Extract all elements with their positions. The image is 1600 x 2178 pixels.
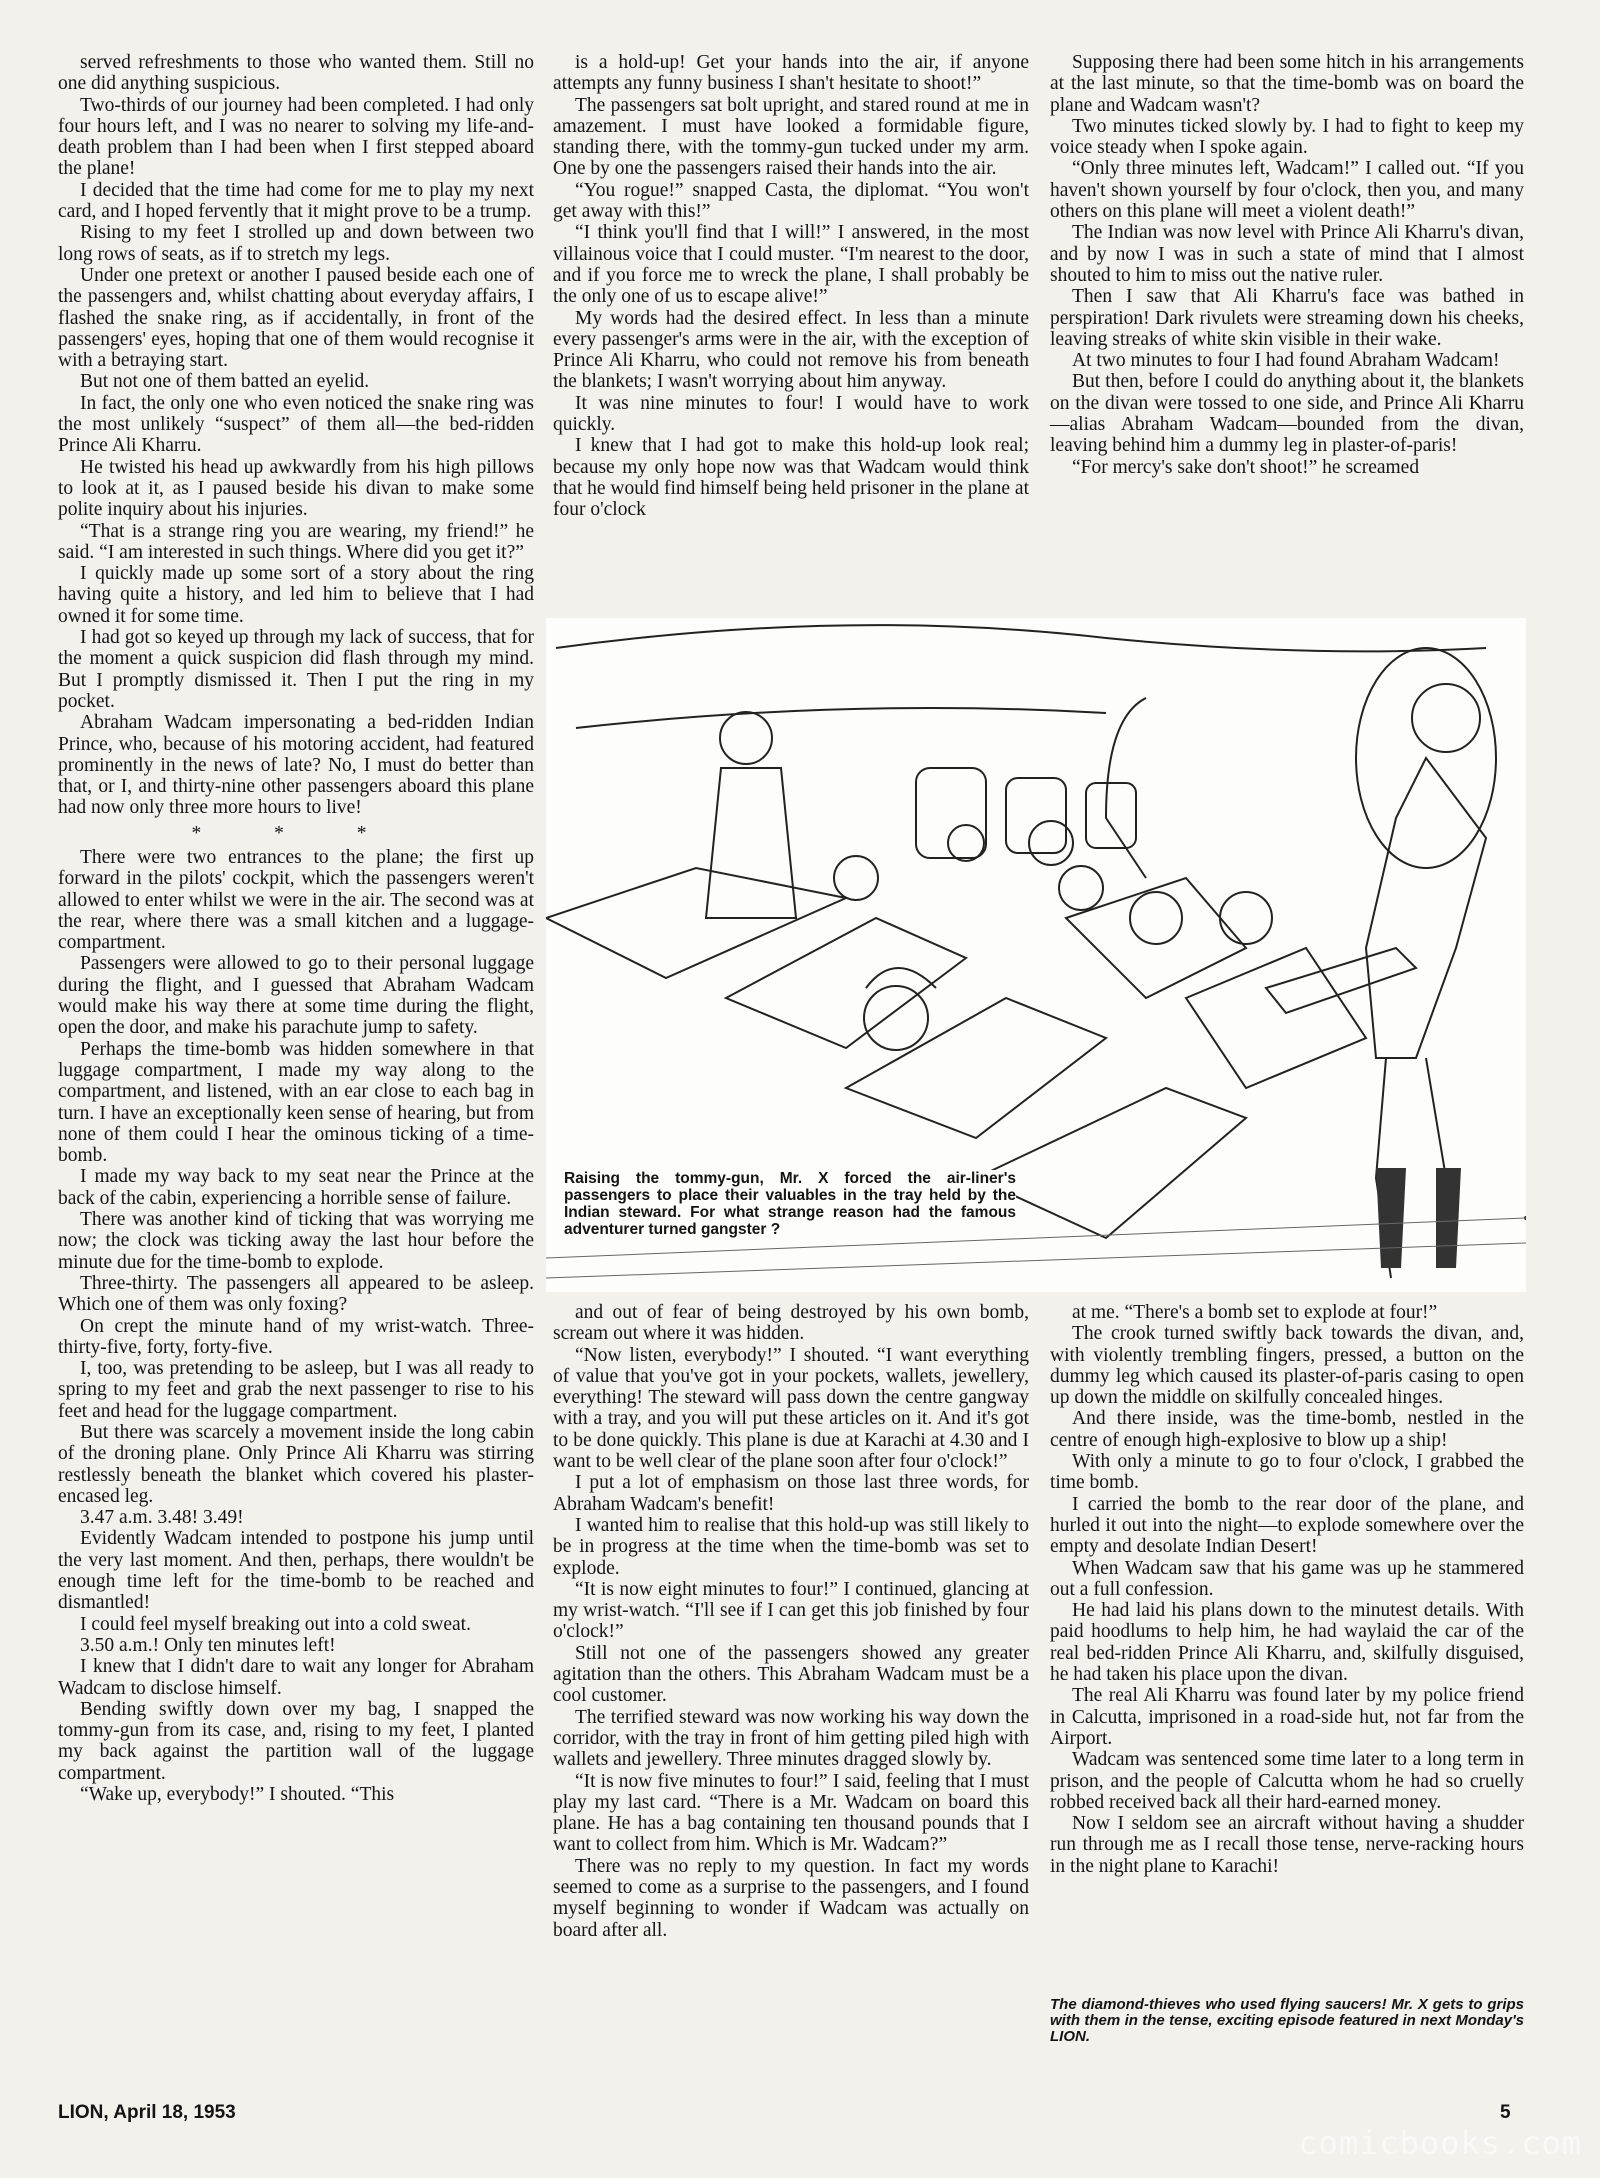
paragraph: and out of fear of being destroyed by his own bomb, scream out where it was hidden. [553,1302,1029,1345]
paragraph: I quickly made up some sort of a story about the ring having quite a history, and led him to believe that I had owned it for some time. [58,563,534,627]
paragraph: Bending swiftly down over my bag, I snapped the tommy-gun from its case, and, rising to my feet, I planted my back against the partition wall of the luggage compartment. [58,1698,534,1784]
paragraph: The crook turned swiftly back towards the divan, and, with violently trembling fingers, pressed, a button on the dummy leg which caused its plaster-of-paris casing to open up down the middle on skilfully concealed hinges. [1050,1323,1524,1409]
paragraph: There was another kind of ticking that was worrying me now; the clock was ticking away the last hour before the minute due for the time-bomb to explode. [58,1209,534,1273]
paragraph: The passengers sat bolt upright, and stared round at me in amazement. I must have looked a formidable figure, standing there, with the tommy-gun tucked under my arm. One by one the passengers raised their hands into the air. [553,94,1029,180]
illustration-caption: Raising the tommy-gun, Mr. X forced the air-liner's passengers to place their valuables in the tray held by the Indian steward. For what strange reason had the famous adventurer turned gangster ? [564,1170,1016,1238]
page-number: 5 [1500,2102,1511,2123]
paragraph: “Only three minutes left, Wadcam!” I called out. “If you haven't shown yourself by four o'clock, then you, and many others on this plane will meet a violent death!” [1050,158,1524,223]
paragraph: With only a minute to go to four o'clock, I grabbed the time bomb. [1050,1451,1524,1494]
paragraph: Then I saw that Ali Kharru's face was bathed in perspiration! Dark rivulets were streaming down his cheeks, leaving streaks of white skin visible in their wake. [1050,286,1524,350]
paragraph: Evidently Wadcam intended to postpone his jump until the very last moment. And then, perhaps, there wouldn't be enough time left for the time-bomb to be reached and dismantled! [58,1528,534,1614]
paragraph: It was nine minutes to four! I would have to work quickly. [553,392,1029,436]
paragraph: Two minutes ticked slowly by. I had to fight to keep my voice steady when I spoke again. [1050,115,1524,159]
paragraph: I wanted him to realise that this hold-up was still likely to be in progress at the time when the time-bomb was set to explode. [553,1514,1029,1579]
paragraph: “That is a strange ring you are wearing, my friend!” he said. “I am interested in such things. Where did you get it?” [58,520,534,563]
paragraph: But not one of them batted an eyelid. [80,371,370,393]
paragraph: The terrified steward was now working his way down the corridor, with the tray in front of him getting piled high with wallets and jewellery. Three minutes dragged slowly by. [553,1706,1029,1771]
paragraph: “Wake up, everybody!” I shouted. “This [80,1784,395,1806]
paragraph: “For mercy's sake don't shoot!” he screamed [1072,456,1420,478]
column-2-top [553,52,1029,521]
paragraph: is a hold-up! Get your hands into the air, if anyone attempts any funny business I shan't hesitate to shoot!” [553,52,1029,95]
paragraph: I carried the bomb to the rear door of the plane, and hurled it out into the night—to explode somewhere over the empty and desolate Indian Desert! [1050,1493,1524,1558]
paragraph: My words had the desired effect. In less than a minute every passenger's arms were in the air, with the exception of Prince Ali Kharru, who could not remove his from beneath the blankets; I wasn't worrying about him anyway. [553,307,1029,393]
paragraph: Two-thirds of our journey had been completed. I had only four hours left, and I was no nearer to solving my life-and-death problem than I had been when I first stepped aboard the plane! [58,94,534,180]
paragraph: On crept the minute hand of my wrist-watch. Three-thirty-five, forty, forty-five. [58,1315,534,1358]
paragraph: Supposing there had been some hitch in his arrangements at the last minute, so that the time-bomb was on board the plane and Wadcam wasn't? [1050,52,1524,116]
paragraph: Still not one of the passengers showed any greater agitation than the others. This Abraham Wadcam must be a cool customer. [553,1642,1029,1707]
watermark: comicbooks.com [1298,2124,1582,2162]
paragraph: 3.47 a.m. 3.48! 3.49! [80,1507,244,1529]
issue-footer: LION, April 18, 1953 [58,2102,236,2123]
paragraph: Rising to my feet I strolled up and down between two long rows of seats, as if to stretch my legs. [58,222,534,265]
paragraph: “Now listen, everybody!” I shouted. “I want everything of value that you've got in your pockets, wallets, jewellery, everything! The steward will pass down the centre gangway with a tray, and you will put these articles on it. And it's got to be done quickly. This plane is due at Karachi at 4.30 and I want to be well clear of the plane soon after four o'clock!” [553,1344,1029,1473]
paragraph: 3.50 a.m.! Only ten minutes left! [80,1634,336,1656]
column-2-bottom [553,1302,1029,1941]
paragraph: The real Ali Kharru was found later by my police friend in Calcutta, imprisoned in a road-side hut, not far from the Airport. [1050,1685,1524,1749]
paragraph: “You rogue!” snapped Casta, the diplomat. “You won't get away with this!” [553,179,1029,223]
paragraph: Under one pretext or another I paused beside each one of the passengers and, whilst chatting about everyday affairs, I flashed the snake ring, as if accidentally, in front of the passengers' eyes, hoping that one of them would recognise it with a betraying start. [58,264,534,372]
paragraph: Perhaps the time-bomb was hidden somewhere in that luggage compartment, I made my way along to the compartment, and listened, with an ear close to each bag in turn. I have an exceptionally keen sense of hearing, but from none of them could I hear the ominous ticking of a time-bomb. [58,1038,534,1167]
paragraph: There were two entrances to the plane; the first up forward in the pilots' cockpit, which the passengers weren't allowed to enter whilst we were in the air. The second was at the rear, where there was a small kitchen and a luggage-compartment. [58,846,534,954]
paragraph: I knew that I had got to make this hold-up look real; because my only hope now was that Wadcam would think that he would find himself being held prisoner in the plane at four o'clock [553,435,1030,521]
paragraph: * * * [191,822,401,844]
paragraph: At two minutes to four I had found Abraham Wadcam! [1072,350,1500,372]
paragraph: Passengers were allowed to go to their personal luggage during the flight, and I guessed that Abraham Wadcam would make his way there at some time during the flight, open the door, and make his parachute jump to safety. [58,953,534,1039]
paragraph: And there inside, was the time-bomb, nestled in the centre of enough high-explosive to blow up a ship! [1050,1408,1524,1451]
paragraph: He twisted his head up awkwardly from his high pillows to look at it, as I paused beside his divan to make some polite inquiry about his injuries. [58,456,534,521]
paragraph: Abraham Wadcam impersonating a bed-ridden Indian Prince, who, because of his motoring accident, had featured prominently in the news of late? No, I must do better than that, or I, and thirty-nine other passengers aboard this plane had now only three more hours to live! [58,712,534,819]
paragraph: Three-thirty. The passengers all appeared to be asleep. Which one of them was only foxing? [58,1272,534,1316]
paragraph: But then, before I could do anything about it, the blankets on the divan were tossed to one side, and Prince Ali Kharru—alias Abraham Wadcam—bounded from the divan, leaving behind him a dummy leg in plaster-of-paris! [1050,371,1524,457]
paragraph: But there was scarcely a movement inside the long cabin of the droning plane. Only Prince Ali Kharru was stirring restlessly beneath the blanket which covered his plaster-encased leg. [58,1422,534,1507]
paragraph: I knew that I didn't dare to wait any longer for Abraham Wadcam to disclose himself. [58,1656,534,1699]
paragraph: Now I seldom see an aircraft without having a shudder run through me as I recall those tense, nerve-racking hours in the night plane to Karachi! [1050,1813,1524,1877]
paragraph: served refreshments to those who wanted them. Still no one did anything suspicious. [58,52,534,95]
paragraph: I had got so keyed up through my lack of success, that for the moment a quick suspicion did flash through my mind. But I promptly dismissed it. Then I put the ring in my pocket. [58,627,534,712]
paragraph: “It is now five minutes to four!” I said, feeling that I must play my last card. “There is a Mr. Wadcam on board this plane. He has a bag containing ten thousand pounds that I want to collect from him. Which is Mr. Wadcam?” [553,1770,1029,1856]
paragraph: I could feel myself breaking out into a cold sweat. [80,1613,471,1635]
paragraph: Wadcam was sentenced some time later to a long term in prison, and the people of Calcutta whom he had so cruelly robbed received back all their hard-earned money. [1050,1749,1524,1813]
paragraph: In fact, the only one who even noticed the snake ring was the most unlikely “suspect” of them all—the bed-ridden Prince Ali Kharru. [58,392,534,457]
paragraph: at me. “There's a bomb set to explode at four!” [1072,1302,1438,1323]
paragraph: I made my way back to my seat near the Prince at the back of the cabin, experiencing a horrible sense of failure. [58,1166,534,1209]
column-3-top [1050,52,1524,478]
column-1 [58,52,534,1805]
column-3-bottom [1050,1302,1524,1877]
paragraph: I decided that the time had come for me to play my next card, and I hoped fervently that it might prove to be a trump. [58,179,534,223]
paragraph: He had laid his plans down to the minutest details. With paid hoodlums to help him, he had waylaid the car of the real bed-ridden Prince Ali Kharru, and, skilfully disguised, he had taken his place upon the divan. [1050,1600,1524,1686]
paragraph: When Wadcam saw that his game was up he stammered out a full confession. [1050,1557,1524,1600]
paragraph: There was no reply to my question. In fact my words seemed to come as a surprise to the passengers, and I found myself beginning to wonder if Wadcam was actually on board after all. [553,1855,1029,1941]
paragraph: I put a lot of emphasism on those last three words, for Abraham Wadcam's benefit! [553,1472,1029,1515]
next-issue-teaser: The diamond-thieves who used flying saucers! Mr. X gets to grips with them in the tense, exciting episode featured in next Monday's LION. [1050,1996,1524,2045]
paragraph: “It is now eight minutes to four!” I continued, glancing at my wrist-watch. “I'll see if I can get this job finished by four o'clock!” [553,1578,1029,1643]
paragraph: “I think you'll find that I will!” I answered, in the most villainous voice that I could muster. “I'm nearest to the door, and if you force me to wreck the plane, I shall probably be the only one of us to escape alive!” [553,222,1029,308]
paragraph: The Indian was now level with Prince Ali Kharru's divan, and by now I was in such a state of mind that I almost shouted to him to miss out the native ruler. [1050,222,1524,286]
illustration-panel [546,618,1526,1292]
paragraph: I, too, was pretending to be asleep, but I was all ready to spring to my feet and grab the next passenger to rise to his feet and head for the luggage compartment. [58,1358,534,1422]
